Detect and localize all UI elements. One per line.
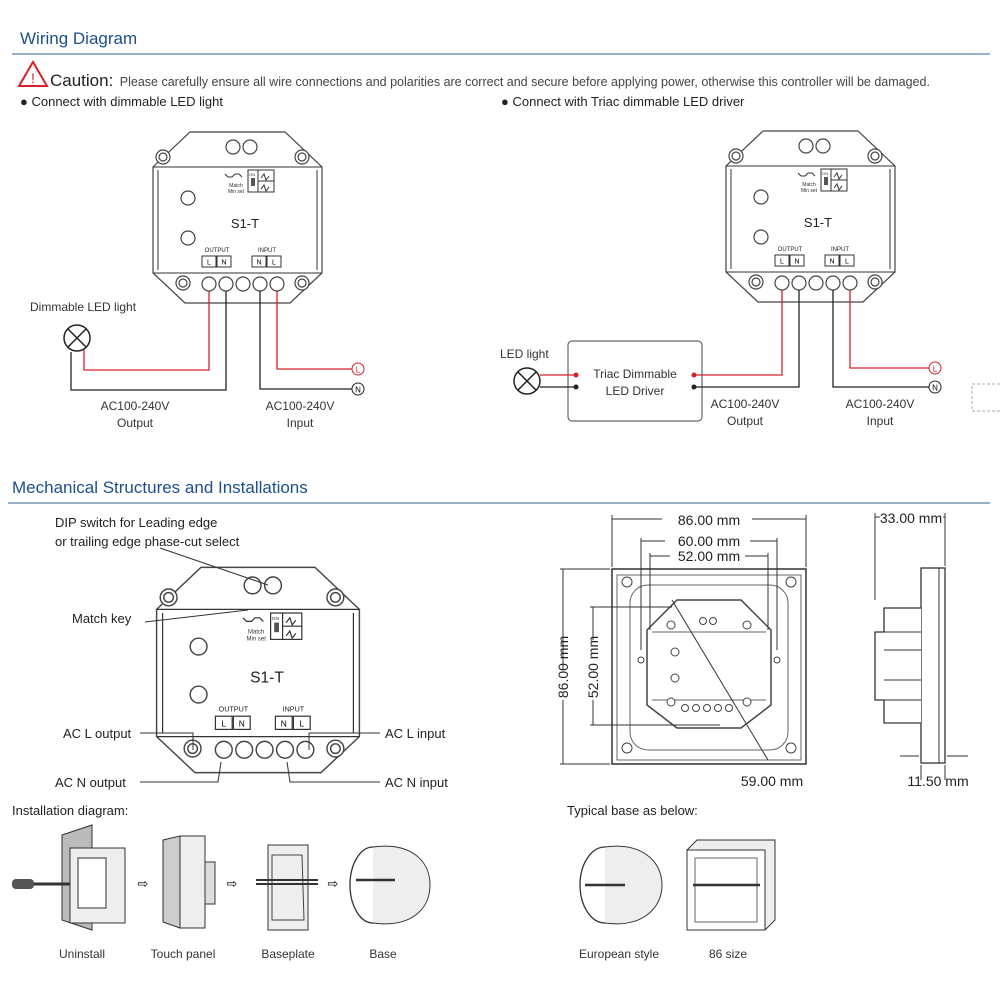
model-label: S1-T xyxy=(250,669,284,687)
terminal-letter: L xyxy=(780,258,784,266)
dip-on-label: ON xyxy=(249,172,255,177)
terminal-L-wiring2 xyxy=(929,362,941,374)
heading-wiring1: ● Connect with dimmable LED light xyxy=(20,94,223,109)
svg-text:L: L xyxy=(355,365,361,375)
install-uninstall-illustration xyxy=(12,825,125,930)
arrow-icon: ⇨ xyxy=(327,876,339,891)
svg-text:!: ! xyxy=(31,70,35,86)
terminal-N-wiring1 xyxy=(352,383,364,395)
controller-s1t-mechanical xyxy=(157,567,360,772)
controller-s1t-mechanical-drawing xyxy=(157,567,360,772)
terminal-holes xyxy=(215,741,313,758)
controller-s1t-wiring2 xyxy=(726,131,895,302)
step-label: Uninstall xyxy=(58,947,106,961)
arrow-icon: ⇨ xyxy=(137,876,149,891)
warning-triangle-icon xyxy=(19,62,47,86)
input-terminal-label: INPUT xyxy=(258,248,276,254)
step-label: Base xyxy=(369,947,397,961)
ac-n-input-label: AC N input xyxy=(385,775,448,790)
dim-height-outer: 86.00 mm xyxy=(555,635,571,699)
install-touch-panel-illustration xyxy=(163,836,215,928)
match-label: Match xyxy=(802,182,816,188)
dim-height-inner: 52.00 mm xyxy=(585,635,601,699)
side-view-drawing xyxy=(875,513,968,780)
led-lamp-icon xyxy=(64,325,90,351)
step-label: Touch panel xyxy=(150,947,216,961)
dim-diagonal: 59.00 mm xyxy=(740,773,804,789)
dip-label-1: DIP switch for Leading edge xyxy=(55,515,218,530)
install-base-illustration xyxy=(350,846,430,924)
output-terminal-label: OUTPUT xyxy=(204,248,230,254)
led-lamp-icon xyxy=(514,368,540,394)
terminal-letter: N xyxy=(256,259,262,267)
dip-on-label: ON xyxy=(271,617,280,623)
dim-width-outer: 86.00 mm xyxy=(677,512,741,528)
terminal-letter: L xyxy=(299,718,305,729)
terminal-letter: N xyxy=(238,718,245,729)
output-voltage-1: AC100-240V xyxy=(100,399,170,413)
base-type-label: 86 size xyxy=(708,947,748,961)
output-label-1: Output xyxy=(116,416,154,430)
svg-text:N: N xyxy=(355,385,361,395)
match-label: Match xyxy=(229,183,243,189)
min-set-label: Min set xyxy=(227,189,245,195)
dim-plate-thickness: 11.50 mm xyxy=(907,773,969,789)
installation-heading: Installation diagram: xyxy=(12,803,129,818)
arrow-icon: ⇨ xyxy=(226,876,238,891)
dim-depth: 33.00 mm xyxy=(879,510,943,526)
ac-n-output-label: AC N output xyxy=(55,775,126,790)
input-label-1: Input xyxy=(286,416,314,430)
output-voltage-2: AC100-240V xyxy=(710,397,780,411)
lamp-label-1: Dimmable LED light xyxy=(30,300,137,314)
terminal-holes xyxy=(775,276,857,290)
triac-driver-box xyxy=(568,341,702,421)
ac-l-input-label: AC L input xyxy=(385,726,446,741)
dashed-frame xyxy=(972,384,1000,411)
input-voltage-1: AC100-240V xyxy=(265,399,335,413)
86-box-base-illustration xyxy=(687,840,775,930)
terminal-letter: L xyxy=(221,718,227,729)
terminal-letter: L xyxy=(272,259,276,267)
base-type-label: European style xyxy=(578,947,660,961)
controller-s1t-wiring2-drawing xyxy=(726,131,895,302)
section-title-wiring: Wiring Diagram xyxy=(20,29,138,48)
dim-width-inner: 52.00 mm xyxy=(677,548,741,564)
model-label: S1-T xyxy=(230,216,260,231)
min-set-label: Min set xyxy=(800,188,818,194)
terminal-letter: L xyxy=(207,259,211,267)
input-terminal-label: INPUT xyxy=(831,247,849,253)
model-label: S1-T xyxy=(803,215,833,230)
terminal-letter: N xyxy=(794,258,800,266)
caution-text: Caution: Please carefully ensure all wire connections and polarities are correct and secure before applying power, otherwise this controller will be damaged. xyxy=(50,71,930,90)
output-terminal-label: OUTPUT xyxy=(777,247,803,253)
terminal-letter: N xyxy=(829,258,835,266)
input-voltage-2: AC100-240V xyxy=(845,397,915,411)
svg-text:N: N xyxy=(932,383,938,393)
ac-l-output-label: AC L output xyxy=(63,726,132,741)
european-base-illustration xyxy=(580,846,662,924)
terminal-letter: L xyxy=(845,258,849,266)
match-key-label: Match key xyxy=(72,611,132,626)
install-baseplate-illustration xyxy=(256,845,318,930)
typical-base-heading: Typical base as below: xyxy=(567,803,698,818)
terminal-letter: N xyxy=(280,718,287,729)
terminal-N-wiring2 xyxy=(929,381,941,393)
input-label-2: Input xyxy=(866,414,894,428)
dip-on-label: ON xyxy=(822,171,828,176)
min-set-label: Min set xyxy=(246,636,266,643)
step-label: Baseplate xyxy=(261,947,315,961)
terminal-holes xyxy=(202,277,284,291)
dim-width-mid: 60.00 mm xyxy=(677,533,741,549)
svg-text:L: L xyxy=(932,364,938,374)
dip-label-2: or trailing edge phase-cut select xyxy=(55,534,240,549)
driver-line1: Triac Dimmable xyxy=(593,367,677,381)
heading-wiring2: ● Connect with Triac dimmable LED driver xyxy=(501,94,745,109)
match-label: Match xyxy=(248,629,265,636)
section-title-mechanical: Mechanical Structures and Installations xyxy=(12,478,308,497)
driver-line2: LED Driver xyxy=(605,384,665,398)
output-terminal-label: OUTPUT xyxy=(218,704,249,714)
output-label-2: Output xyxy=(726,414,764,428)
terminal-letter: N xyxy=(221,259,227,267)
controller-s1t-wiring1 xyxy=(153,132,322,303)
terminal-L-wiring1 xyxy=(352,363,364,375)
input-terminal-label: INPUT xyxy=(282,704,305,714)
lamp-label-2: LED light xyxy=(500,347,549,361)
